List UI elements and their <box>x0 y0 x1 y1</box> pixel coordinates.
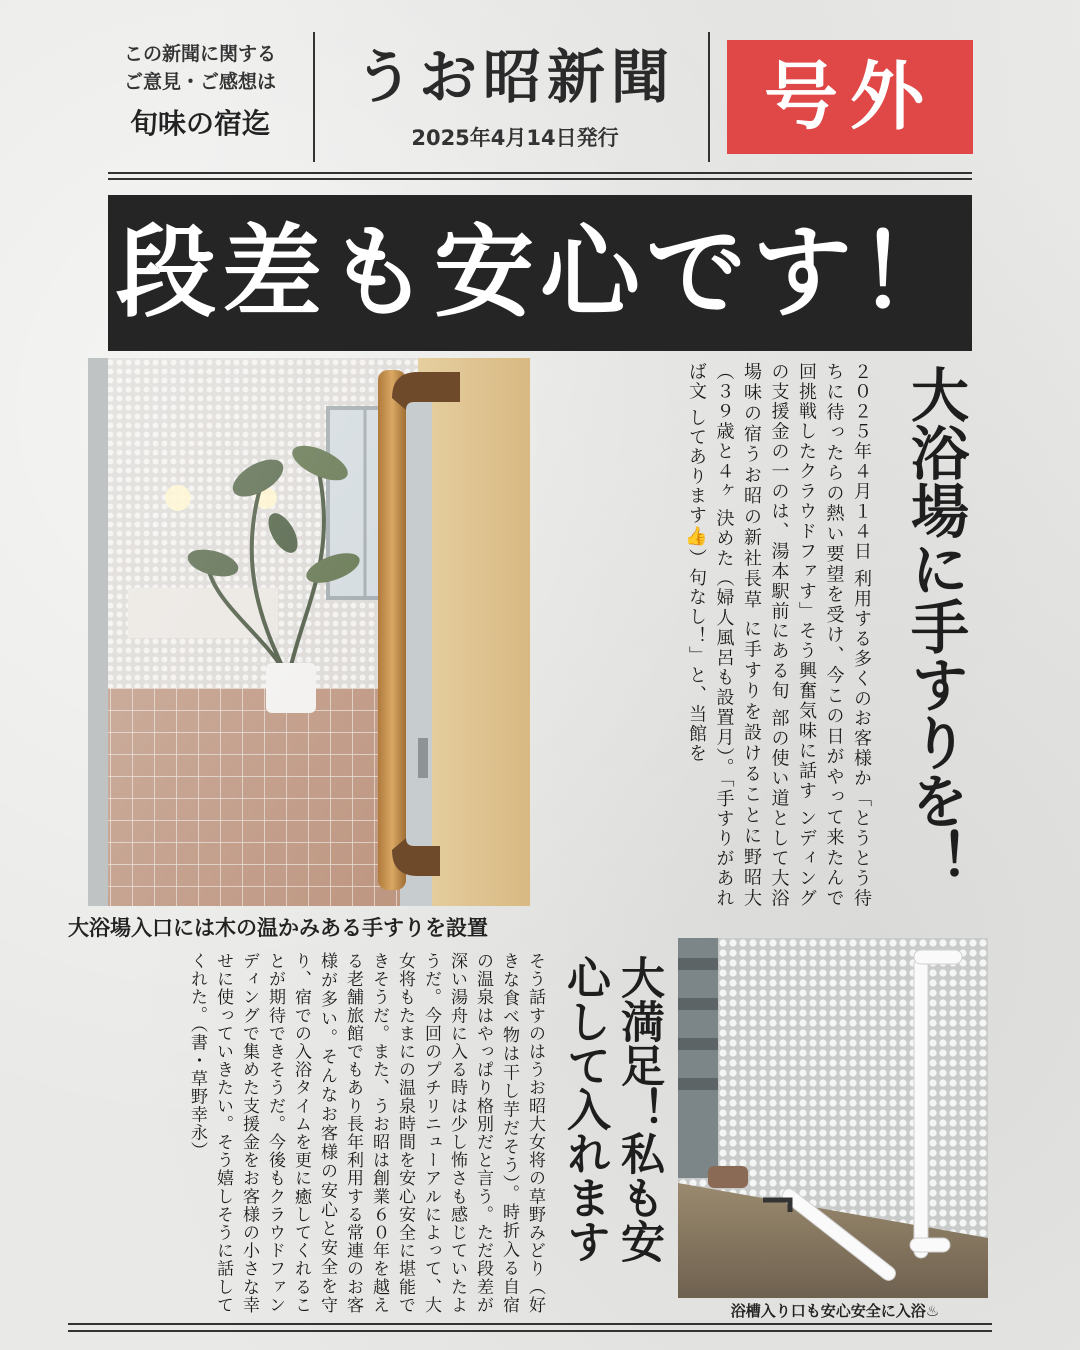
photo-caption-bathtub: 浴槽入り口も安心安全に入浴♨ <box>730 1302 940 1320</box>
bathtub-illustration <box>678 938 988 1298</box>
contact-block <box>95 40 305 142</box>
contact-line-3: 旬味の宿迄 <box>129 107 270 140</box>
main-headline: 段差も安心です！ <box>108 195 972 351</box>
footer-rule-2 <box>68 1330 992 1332</box>
contact-line-2: ご意見・ご感想は <box>123 71 276 93</box>
bathtub-handrail-photo <box>678 938 988 1298</box>
extra-edition-badge: 号外 <box>727 40 973 154</box>
issue-date: 2025年4月14日発行 <box>411 126 619 150</box>
bath-entrance-illustration <box>88 358 530 906</box>
masthead-divider-right <box>708 32 710 162</box>
masthead-divider-left <box>313 32 315 162</box>
masthead-rule-1 <box>108 172 972 174</box>
photo-caption-entrance: 大浴場入口には木の温かみある手すりを設置 <box>68 916 488 940</box>
article1-subheading: 大浴場に手すりを！ <box>901 365 969 887</box>
bath-entrance-photo <box>88 358 530 906</box>
article2-body: そう話すのはうお昭大女将の草野みどり（好きな食べ物は干し芋だそう）。時折入る自宿の温泉はやっぱり格別だと言う。ただ段差が深い湯舟に入る時は少し怖さも感じていたようだ。今回のプチリニューアルによって、大女将もたまにの温泉時間を安心安全に堪能できそうだ。また、うお昭は創業６０年を越える老舗旅館でもあり長年利用する常連のお客様が多い。そんなお客様の安心と安全を守り、宿での入浴タイムを更に癒してくれることが期待できそうだ。今後もクラウドファンディングで集めた支援金をお客様の小さな幸せに使っていきたい。そう嬉しそうに話してくれた。（書・草野幸永） <box>187 952 545 1314</box>
newspaper-title: うお昭新聞 <box>354 43 675 111</box>
footer-rule-1 <box>68 1323 992 1325</box>
article2-subheading: 大満足！私も安心して入れます <box>559 955 664 1263</box>
contact-line-1: この新聞に関する <box>123 43 276 65</box>
masthead-rule-2 <box>108 178 972 180</box>
article1-body: ２０２５年４月１４日 利用する多くのお客様か「とうとう待ちに待ったらの熱い要望を受け、今この日がやって来たんで 回挑戦したクラウドファす」そう興奮気味に話す ンディングの支援金の一のは、湯本駅前にある旬 部の使い道として大浴場味の宿うお昭の新社長草 に手すりを設けることに野昭大（３９歳と４ヶ 決めた（婦人風呂も設置月）。「手すりがあれば文 してあります👍）句なし！」と、当館を <box>686 362 872 908</box>
